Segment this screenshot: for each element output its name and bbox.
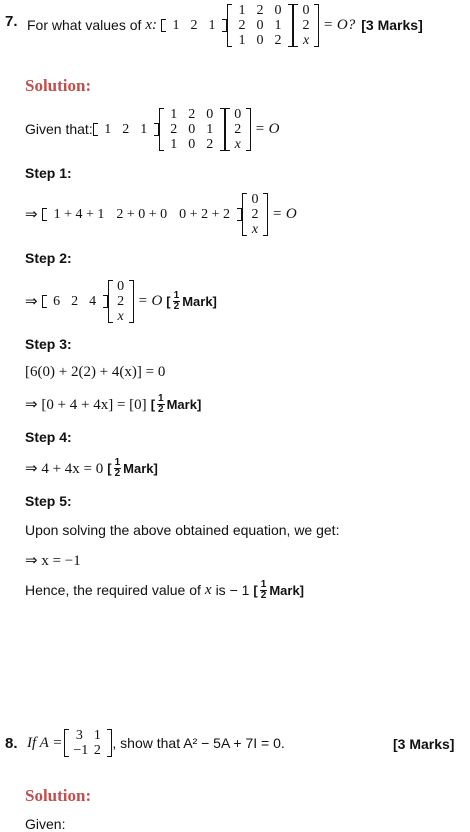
matrix-cell: x [251,221,259,237]
half-mark-annotation [166,291,217,312]
matrix-cell: x [234,136,241,152]
matrix-cell: 2 [251,206,259,222]
step-2-equation [25,279,217,323]
column-matrix [242,192,268,237]
conclusion-text: Hence, the required value of [25,582,201,598]
matrix-cell: 0 [302,2,310,18]
fraction [173,291,181,312]
matrix-cell: −1 [73,743,89,758]
equation-text: ⇒ [0 + 4 + 4x] = [0] [25,396,147,413]
matrix-cell: 0 [188,136,196,152]
mark-bracket: [ [253,582,258,598]
fraction-numerator: 1 [114,456,121,468]
matrix-cell: 1 [274,17,282,33]
matrix-cell: 2 [238,17,246,33]
marks-badge: [3 Marks] [393,736,455,752]
matrix-cell: 1 [238,32,246,48]
matrix-cell: 2 [302,17,310,33]
matrix-cell: 2 [170,121,178,137]
variable-x: x [204,581,212,598]
given-equation [25,107,279,151]
matrix-cell: 1 [172,17,180,33]
matrix-cell: 0 [117,278,125,294]
square-matrix [159,107,225,152]
matrix-cell: 6 [53,293,61,309]
row-matrix [161,18,227,33]
matrix-cell: 2 [274,32,282,48]
question-number: 8. [5,735,18,752]
question-text-rest: , show that A² − 5A + 7I = 0. [112,735,285,751]
fraction-denominator: 2 [114,467,121,479]
matrix-cell: 2 [122,121,130,137]
equation-rhs: = O? [323,16,356,33]
matrix-cell: 0 [256,17,264,33]
step-5-result: ⇒ x = −1 [25,553,81,569]
matrix-cell: x [117,308,124,324]
matrix-cell: 0 [234,106,242,122]
square-matrix [227,3,293,48]
equation-rhs: = O [271,205,297,222]
step-3-line-2 [25,393,201,415]
mark-label: Mark] [182,293,217,309]
step-5-label: Step 5: [25,493,72,509]
matrix-cell: 0 [274,2,282,18]
equation-text: ⇒ 4 + 4x = 0 [25,460,104,477]
matrix-cell: 1 [170,136,178,152]
matrix-cell: 0 [256,32,264,48]
mark-bracket: [ [166,293,171,309]
step-3-label: Step 3: [25,336,72,352]
matrix-cell: 2 [117,293,125,309]
matrix-cell: 1 + 4 + 1 [53,206,105,222]
fraction-denominator: 2 [260,589,267,601]
matrix-cell: 2 [256,2,264,18]
matrix-cell: 1 [140,121,148,137]
matrix-cell: 2 [93,743,101,758]
marks-badge: [3 Marks] [361,17,423,33]
fraction-denominator: 2 [173,300,180,312]
matrix-cell: 1 [208,17,216,33]
matrix-cell: 0 [188,121,196,137]
question-text: For what values of [27,17,142,33]
mark-label: Mark] [269,582,305,598]
step-3-line-1: [6(0) + 2(2) + 4(x)] = 0 [25,364,166,380]
row-matrix [42,207,242,222]
matrix-cell: 2 + 0 + 0 [116,206,168,222]
conclusion-value: is − 1 [215,582,250,598]
fraction [157,394,165,415]
solution-heading: Solution: [25,76,92,95]
step-1-label: Step 1: [25,165,72,181]
row-matrix [93,122,159,137]
variable-x: x: [145,16,158,33]
fraction-numerator: 1 [260,578,267,590]
square-matrix [64,728,112,758]
step-1-equation [25,192,297,236]
step-4-label: Step 4: [25,429,72,445]
half-mark-annotation [107,458,158,479]
given-label: Given that: [25,121,93,137]
matrix-cell: 3 [75,728,83,743]
matrix-cell: 0 [206,106,214,122]
matrix-cell: 1 [238,2,246,18]
equation-rhs: = O [254,120,280,137]
step-4-line [25,457,158,479]
fraction [260,580,268,601]
mark-bracket: [ [150,396,156,412]
conclusion-line [25,579,304,601]
matrix-cell: 4 [89,293,97,309]
column-matrix [225,107,251,152]
mark-label: Mark] [123,460,158,476]
matrix-cell: 2 [190,17,198,33]
fraction-numerator: 1 [173,289,180,301]
matrix-cell: 0 [251,191,259,207]
column-matrix [108,279,134,324]
question-7-statement [27,3,423,47]
matrix-cell: 2 [71,293,79,309]
question-8-statement [27,724,285,762]
column-matrix [293,3,319,48]
row-matrix [42,294,108,309]
matrix-cell: x [302,32,310,48]
step-5-text: Upon solving the above obtained equation, we get: [25,522,340,538]
fraction-denominator: 2 [158,403,164,415]
question-number: 7. [5,13,18,30]
matrix-cell: 1 [93,728,101,743]
question-text: If A = [27,734,63,751]
matrix-cell: 2 [188,106,196,122]
matrix-cell: 0 + 2 + 2 [179,206,230,222]
given-label: Given: [25,816,66,832]
fraction-numerator: 1 [158,392,164,404]
matrix-cell: 1 [104,121,112,137]
implies-arrow: ⇒ [25,206,38,223]
mark-label: Mark] [166,396,202,412]
matrix-cell: 2 [234,121,242,137]
half-mark-annotation [253,580,304,601]
matrix-cell: 2 [206,136,214,152]
step-2-label: Step 2: [25,250,72,266]
equation-rhs: = O [137,292,163,309]
matrix-cell: 1 [206,121,214,137]
matrix-cell: 1 [170,106,178,122]
mark-bracket: [ [107,460,112,476]
implies-arrow: ⇒ [25,293,38,310]
solution-heading: Solution: [25,786,92,805]
half-mark-annotation [151,394,202,415]
fraction [114,458,122,479]
